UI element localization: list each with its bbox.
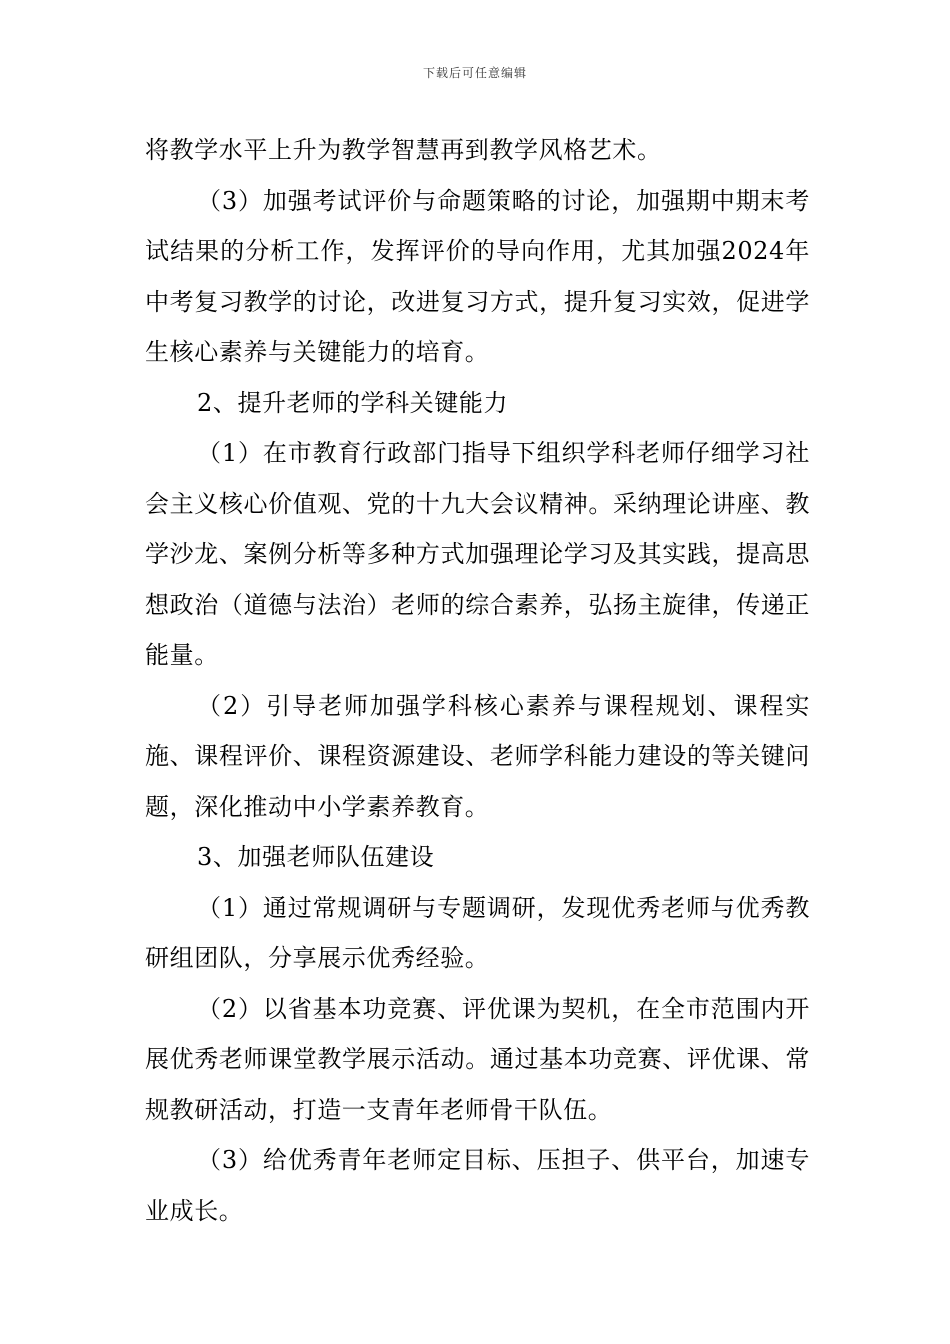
paragraph: （2）以省基本功竞赛、评优课为契机，在全市范围内开展优秀老师课堂教学展示活动。通过基本功竞赛、评优课、常规教研活动，打造一支青年老师骨干队伍。 — [145, 994, 810, 1124]
paragraph: （2）引导老师加强学科核心素养与课程规划、课程实施、课程评价、课程资源建设、老师学科能力建设的等关键问题，深化推动中小学素养教育。 — [145, 691, 810, 821]
section-heading: 2、提升老师的学科关键能力 — [197, 388, 509, 417]
paragraph: （1）在市教育行政部门指导下组织学科老师仔细学习社会主义核心价值观、党的十九大会议精神。采纳理论讲座、教学沙龙、案例分析等多种方式加强理论学习及其实践，提高思想政治（道德与法治）老师的综合素养，弘扬主旋律，传递正能量。 — [145, 439, 810, 669]
document-body — [145, 125, 810, 1236]
paragraph: （1）通过常规调研与专题调研，发现优秀老师与优秀教研组团队，分享展示优秀经验。 — [145, 893, 810, 972]
paragraph: （3）加强考试评价与命题策略的讨论，加强期中期末考试结果的分析工作，发挥评价的导向作用，尤其加强2024年中考复习教学的讨论，改进复习方式，提升复习实效，促进学生核心素养与关键能力的培育。 — [145, 186, 810, 366]
paragraph: （3）给优秀青年老师定目标、压担子、供平台，加速专业成长。 — [145, 1146, 810, 1225]
section-heading: 3、加强老师队伍建设 — [197, 843, 435, 871]
paragraph: 将教学水平上升为教学智慧再到教学风格艺术。 — [145, 136, 662, 164]
page-header: 下载后可任意编辑 — [422, 66, 527, 80]
